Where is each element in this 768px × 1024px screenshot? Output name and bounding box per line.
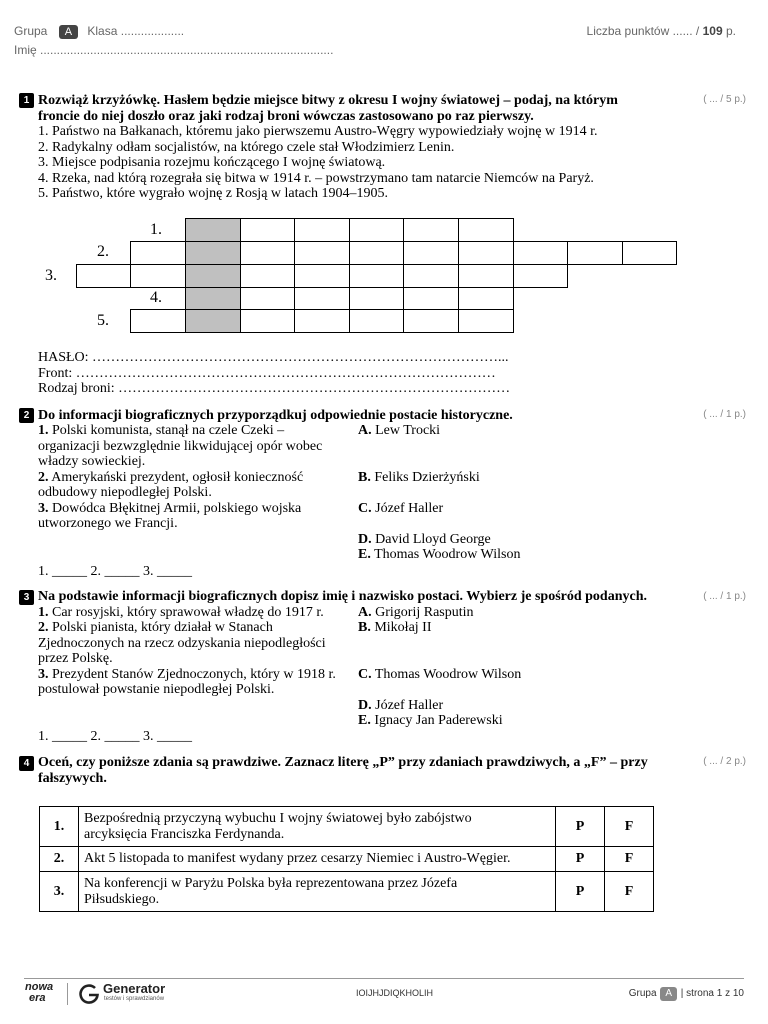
q3-option-b [358,620,432,636]
crossword-cell[interactable] [240,241,296,265]
q2-item-text: Polski komunista, stanął na czele Czeki – [52,423,285,438]
class-field[interactable]: ................... [120,24,185,38]
generator-logo-icon [78,983,100,1005]
option-letter: C. [358,500,372,516]
header-name [14,43,333,57]
crossword-cell[interactable] [403,241,459,265]
option-text: Thomas Woodrow Wilson [374,547,521,562]
crossword-row-label: 3. [45,267,57,284]
crossword-cell[interactable] [403,309,459,333]
true-option[interactable]: P [556,807,605,847]
crossword-cell[interactable] [567,241,623,265]
question-4-number: 4 [19,756,34,771]
option-letter: D. [358,697,372,713]
name-field[interactable]: ........................................................................................ [40,43,334,57]
crossword-cell[interactable] [240,218,296,242]
statement-line: Akt 5 listopada to manifest wydany przez cesarzy Niemiec i Austro-Węgier. [84,851,511,867]
q2-option-e [358,547,520,563]
false-option[interactable]: F [605,807,654,847]
question-2-number: 2 [19,408,34,423]
group-label: Grupa [14,24,48,38]
q2-item-1-line-3: władzy sowieckiej. [38,454,146,469]
crossword-row-label: 2. [97,243,109,260]
q3-item-number: 3. [38,666,49,682]
q3-item-text: Car rosyjski, który sprawował władzę do 1917 r. [52,604,324,620]
table-row [40,847,654,872]
footer-logo-divider [67,983,68,1005]
q3-item-number: 1. [38,604,49,620]
crossword-cell[interactable] [403,264,459,288]
crossword-key-cell[interactable] [185,264,241,288]
crossword-cell[interactable] [294,241,350,265]
points-unit: p. [725,24,736,38]
true-false-table [39,806,654,912]
statement-line: Na konferencji w Paryżu Polska była reprezentowana przez Józefa [84,876,458,891]
q3-item-3 [38,667,336,683]
q2-item-number: 3. [38,500,49,516]
crossword-key-cell[interactable] [185,287,241,311]
option-letter: B. [358,620,371,635]
q3-item-3-line-2: postulował powstanie niepodległej Polski. [38,682,275,697]
footer-page-info [629,987,744,1001]
q3-option-c [358,667,521,683]
crossword-cell[interactable] [458,287,514,311]
crossword-cell[interactable] [513,264,569,288]
q2-item-1-line-2: organizacji bezwzględnie likwidującej opór wobec [38,438,323,454]
name-label: Imię [14,43,37,57]
question-1-number: 1 [19,93,34,108]
statement-line: Piłsudskiego. [84,891,160,907]
q2-option-b [358,470,480,486]
question-4-points: ( ... / 2 p.) [703,756,746,767]
document-code: IOIJHJDIQKHOLIH [356,988,434,998]
crossword-cell[interactable] [458,218,514,242]
crossword-cell[interactable] [294,287,350,311]
crossword-cell[interactable] [76,264,132,288]
crossword-row-label: 5. [97,312,109,329]
crossword-cell[interactable] [294,264,350,288]
option-text: Józef Haller [375,697,444,713]
group-badge: A [59,25,78,39]
points-total: 109 [702,24,723,38]
q3-item-2-line-2: Zjednoczonych na rzecz odzyskania niepodległości [38,635,326,651]
footer-group-label: Grupa [628,988,657,999]
haslo-line[interactable]: HASŁO: ……………………………………………………………………………... [38,350,509,365]
q3-item-number: 2. [38,620,49,635]
question-3-points: ( ... / 1 p.) [703,591,746,602]
q3-item-1 [38,605,324,621]
question-1-clue-2: 2. Radykalny odłam socjalistów, na którego czele stał Włodzimierz Lenin. [38,139,455,155]
question-1-clue-5: 5. Państwo, które wygrało wojnę z Rosją w latach 1904–1905. [38,186,388,201]
crossword-cell[interactable] [349,241,405,265]
q2-item-2 [38,470,303,486]
question-1-title-1: Rozwiąż krzyżówkę. Hasłem będzie miejsce bitwy z okresu I wojny światowej – podaj, na którym [38,93,618,108]
crossword-cell[interactable] [130,264,186,288]
option-letter: D. [358,531,372,547]
q2-item-number: 2. [38,469,49,485]
crossword-cell[interactable] [240,264,296,288]
page-number: | strona 1 z 10 [680,988,744,999]
option-letter: E. [358,547,371,562]
statement [79,872,556,912]
question-1-clue-1: 1. Państwo na Bałkanach, któremu jako pierwszemu Austro-Węgry wypowiedziały wojnę w 1914 r. [38,124,598,139]
row-number: 3. [40,872,79,912]
option-text: Józef Haller [375,500,444,516]
q2-item-3-line-2: utworzonego we Francji. [38,516,178,531]
option-letter: A. [358,423,372,438]
q2-item-number: 1. [38,423,49,438]
question-2-title: Do informacji biograficznych przyporządkuj odpowiednie postacie historyczne. [38,408,513,423]
crossword-cell[interactable] [349,309,405,333]
option-text: Feliks Dzierżyński [374,469,480,485]
crossword-cell[interactable] [458,309,514,333]
true-option[interactable]: P [556,847,605,872]
q2-item-1 [38,423,284,439]
option-letter: C. [358,666,372,682]
q3-option-d [358,698,443,714]
q3-item-text: Prezydent Stanów Zjednoczonych, który w 1918 r. [52,666,336,682]
option-letter: B. [358,469,371,485]
weapon-line[interactable]: Rodzaj broni: ………………………………………………………………………… [38,381,511,396]
crossword-cell[interactable] [349,218,405,242]
question-1-clue-4: 4. Rzeka, nad którą rozegrała się bitwa w 1914 r. – powstrzymano tam natarcie Niemców na Paryż. [38,170,594,186]
logo-line: era [29,992,46,1004]
q3-answers[interactable]: 1. _____ 2. _____ 3. _____ [38,729,192,744]
crossword-row-label: 4. [150,289,162,306]
crossword-cell[interactable] [458,264,514,288]
crossword-cell[interactable] [349,264,405,288]
row-number: 2. [40,847,79,872]
crossword-cell[interactable] [349,287,405,311]
points-label: Liczba punktów ...... / [586,24,700,38]
q3-item-text: Polski pianista, który działał w Stanach [52,620,273,635]
q3-item-2-line-3: przez Polskę. [38,651,113,666]
crossword-cell[interactable] [294,218,350,242]
crossword-key-cell[interactable] [185,241,241,265]
q2-item-2-line-2: odbudowy niepodległej Polski. [38,485,212,500]
table-row [40,807,654,847]
crossword-cell[interactable] [240,287,296,311]
class-label: Klasa [87,24,118,38]
option-text: Lew Trocki [375,423,441,438]
question-4-title-2: fałszywych. [38,770,107,786]
crossword-key-cell[interactable] [185,218,241,242]
front-line[interactable]: Front: ……………………………………………………………………………… [38,365,496,381]
generator-title: Generator [103,981,166,996]
logo-line: nowa [25,981,54,993]
question-1-title-2: froncie do niej doszło oraz jaki rodzaj broni wówczas zastosowano po raz pierwszy. [38,108,534,124]
crossword-cell[interactable] [403,218,459,242]
option-text: Thomas Woodrow Wilson [374,666,522,682]
question-3-title: Na podstawie informacji biograficznych dopisz imię i nazwisko postaci. Wybierz je spośród podanych. [38,589,648,604]
statement-line: arcyksięcia Franciszka Ferdynanda. [84,826,285,842]
crossword-row-label: 1. [150,221,162,238]
option-text: Mikołaj II [374,620,432,635]
statement-line: Bezpośrednią przyczyną wybuchu I wojny światowej było zabójstwo [84,811,472,826]
option-letter: A. [358,604,372,620]
statement [79,847,556,872]
true-option[interactable]: P [556,872,605,912]
question-1-points: ( ... / 5 p.) [703,94,746,105]
crossword-cell[interactable] [130,241,186,265]
q2-item-text: Dowódca Błękitnej Armii, polskiego wojska [52,500,302,516]
q3-item-2 [38,620,273,636]
crossword-key-cell[interactable] [185,309,241,333]
crossword-cell[interactable] [403,287,459,311]
question-1-clue-3: 3. Miejsce podpisania rozejmu kończącego I wojnę światową. [38,155,386,170]
option-text: David Lloyd George [375,531,491,547]
q3-option-a [358,605,474,621]
footer-divider [24,978,744,979]
q2-item-3 [38,501,301,517]
false-option[interactable]: F [605,872,654,912]
q2-option-a [358,423,440,439]
question-4-title-1: Oceń, czy poniższe zdania są prawdziwe. Zaznacz literę „P” przy zdaniach prawdziwych, a „F” – przy [38,755,648,770]
question-2-points: ( ... / 1 p.) [703,409,746,420]
question-3-number: 3 [19,590,34,605]
option-text: Grigorij Rasputin [375,604,474,620]
header-points [587,24,736,38]
footer-group-badge: A [660,987,677,1001]
q2-answers[interactable]: 1. _____ 2. _____ 3. _____ [38,564,192,579]
crossword-cell[interactable] [513,241,569,265]
q3-option-e [358,713,503,729]
q2-item-text: Amerykański prezydent, ogłosił konieczność [51,469,304,485]
q2-option-c [358,501,443,517]
row-number: 1. [40,807,79,847]
statement [79,807,556,847]
crossword-cell[interactable] [622,241,678,265]
crossword-cell[interactable] [458,241,514,265]
crossword-cell[interactable] [294,309,350,333]
option-text: Ignacy Jan Paderewski [374,713,503,728]
false-option[interactable]: F [605,847,654,872]
q2-option-d [358,532,491,548]
generator-subtitle: testów i sprawdzianów [104,996,165,1002]
table-row [40,872,654,912]
header-group [14,24,184,39]
nowa-era-logo [25,982,63,1008]
option-letter: E. [358,713,371,728]
crossword-cell[interactable] [130,309,186,333]
crossword-cell[interactable] [240,309,296,333]
